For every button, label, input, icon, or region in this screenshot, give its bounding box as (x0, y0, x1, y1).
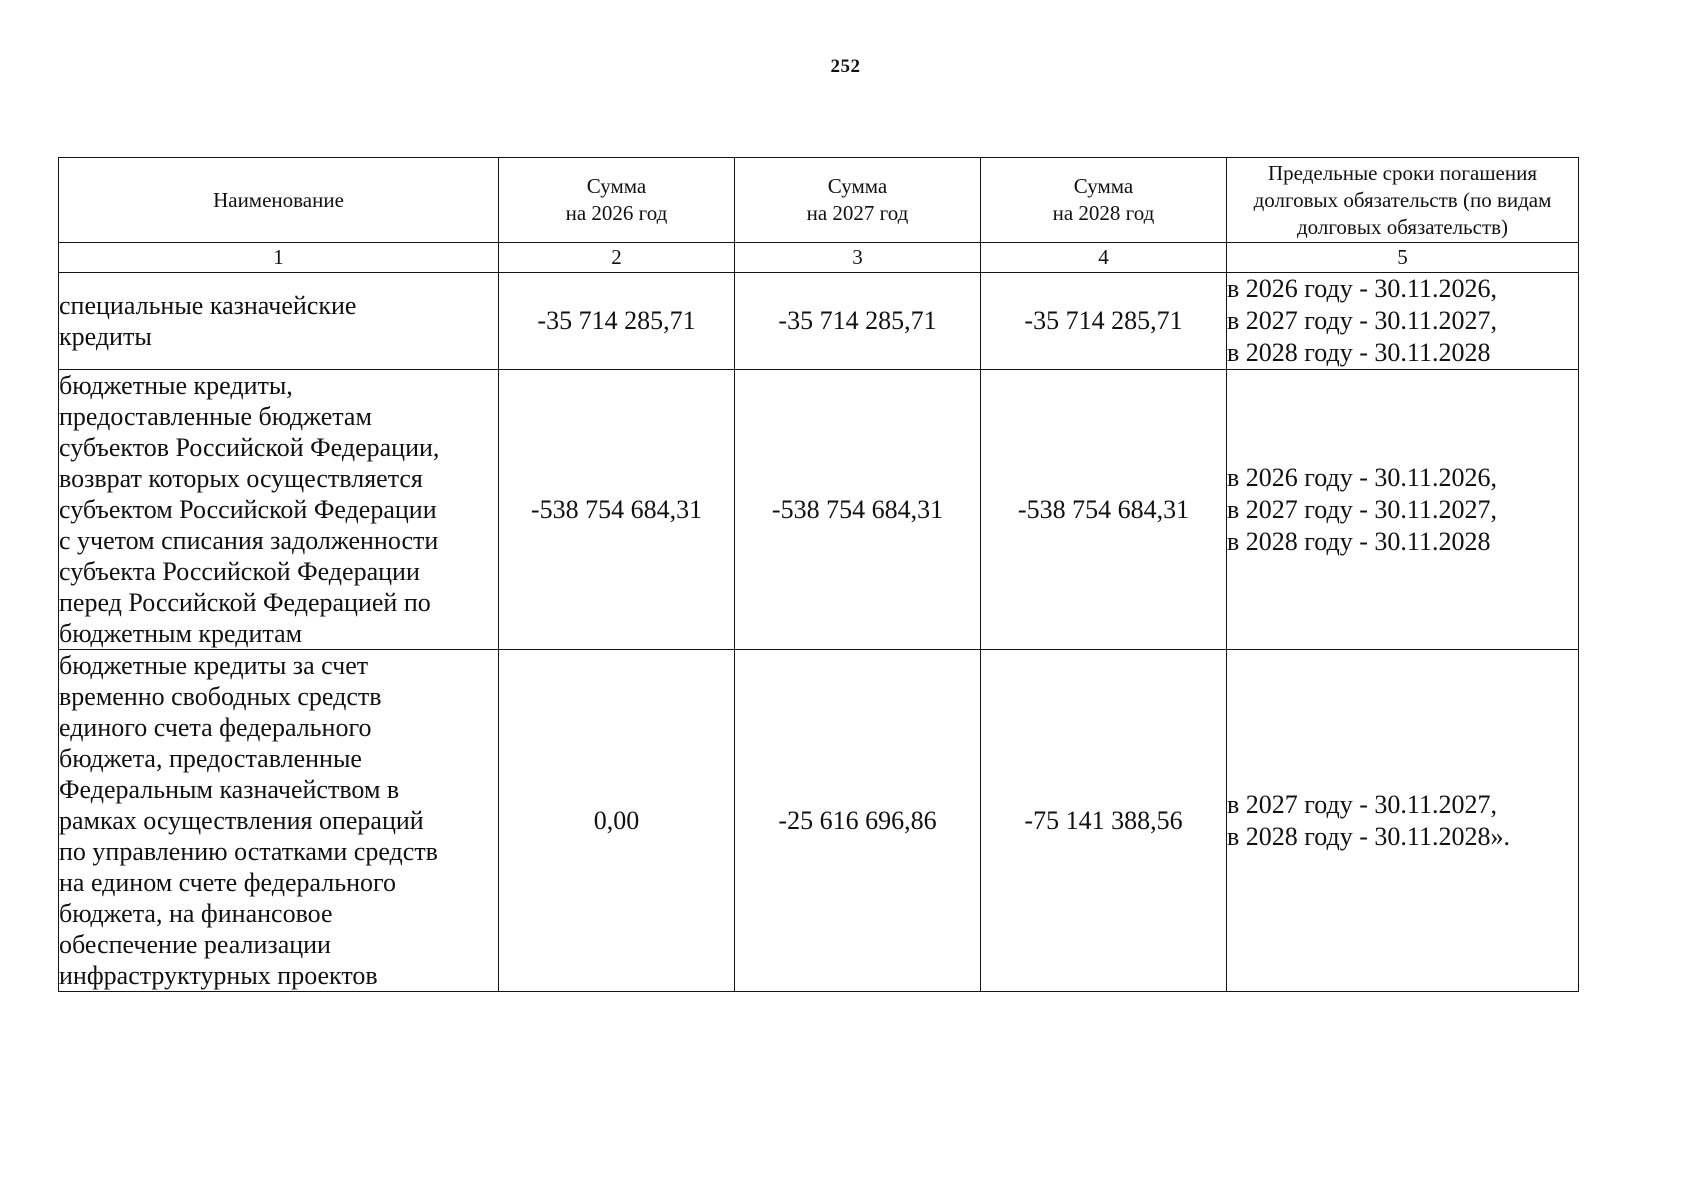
row-name: бюджетные кредиты за счет временно свободных средств единого счета федерального бюджета, предоставленные Федеральным казначейством в рамках осуществления операций по управлению остатками средств на едином счете федерального бюджета, на финансовое обеспечение реализации инфраструктурных проектов (59, 650, 499, 992)
repayment-term-line: в 2027 году - 30.11.2027, (1227, 306, 1497, 335)
header-sum-2026: Сумма на 2026 год (499, 158, 735, 243)
sum-2026-value: -538 754 684,31 (499, 370, 735, 650)
column-number: 4 (981, 243, 1227, 273)
repayment-term-line: в 2028 году - 30.11.2028 (1227, 338, 1491, 367)
repayment-terms (1227, 370, 1579, 650)
table-row (59, 650, 1579, 992)
column-number: 5 (1227, 243, 1579, 273)
debt-limits-table (58, 157, 1579, 992)
sum-2026-value: 0,00 (499, 650, 735, 992)
header-sum-2027: Сумма на 2027 год (735, 158, 981, 243)
column-number: 3 (735, 243, 981, 273)
sum-2027-value: -538 754 684,31 (735, 370, 981, 650)
sum-2028-value: -75 141 388,56 (981, 650, 1227, 992)
table-row (59, 273, 1579, 370)
sum-2027-value: -35 714 285,71 (735, 273, 981, 370)
row-name: специальные казначейские кредиты (59, 273, 499, 370)
repayment-term-line: в 2028 году - 30.11.2028». (1227, 821, 1510, 851)
repayment-term-line: в 2026 году - 30.11.2026, (1227, 462, 1497, 492)
header-name: Наименование (59, 158, 499, 243)
table-row (59, 370, 1579, 650)
header-repayment-terms: Предельные сроки погашения долговых обязательств (по видам долговых обязательств) (1227, 158, 1579, 243)
sum-2026-value: -35 714 285,71 (499, 273, 735, 370)
repayment-term-line: в 2027 году - 30.11.2027, (1227, 494, 1497, 524)
header-sum-2028: Сумма на 2028 год (981, 158, 1227, 243)
repayment-term-line: в 2026 году - 30.11.2026, (1227, 274, 1497, 303)
column-number-row (59, 243, 1579, 273)
row-name: бюджетные кредиты, предоставленные бюджетам субъектов Российской Федерации, возврат которых осуществляется субъектом Российской Федерации с учетом списания задолженности субъекта Российской Федерации перед Российской Федерацией по бюджетным кредитам (59, 370, 499, 650)
page-number: 252 (830, 56, 861, 77)
sum-2028-value: -538 754 684,31 (981, 370, 1227, 650)
column-number: 2 (499, 243, 735, 273)
column-number: 1 (59, 243, 499, 273)
sum-2028-value: -35 714 285,71 (981, 273, 1227, 370)
table-header-row (59, 158, 1579, 243)
repayment-terms (1227, 650, 1579, 992)
repayment-term-line: в 2028 году - 30.11.2028 (1227, 526, 1491, 556)
repayment-terms (1227, 273, 1579, 370)
repayment-term-line: в 2027 году - 30.11.2027, (1227, 789, 1497, 819)
sum-2027-value: -25 616 696,86 (735, 650, 981, 992)
